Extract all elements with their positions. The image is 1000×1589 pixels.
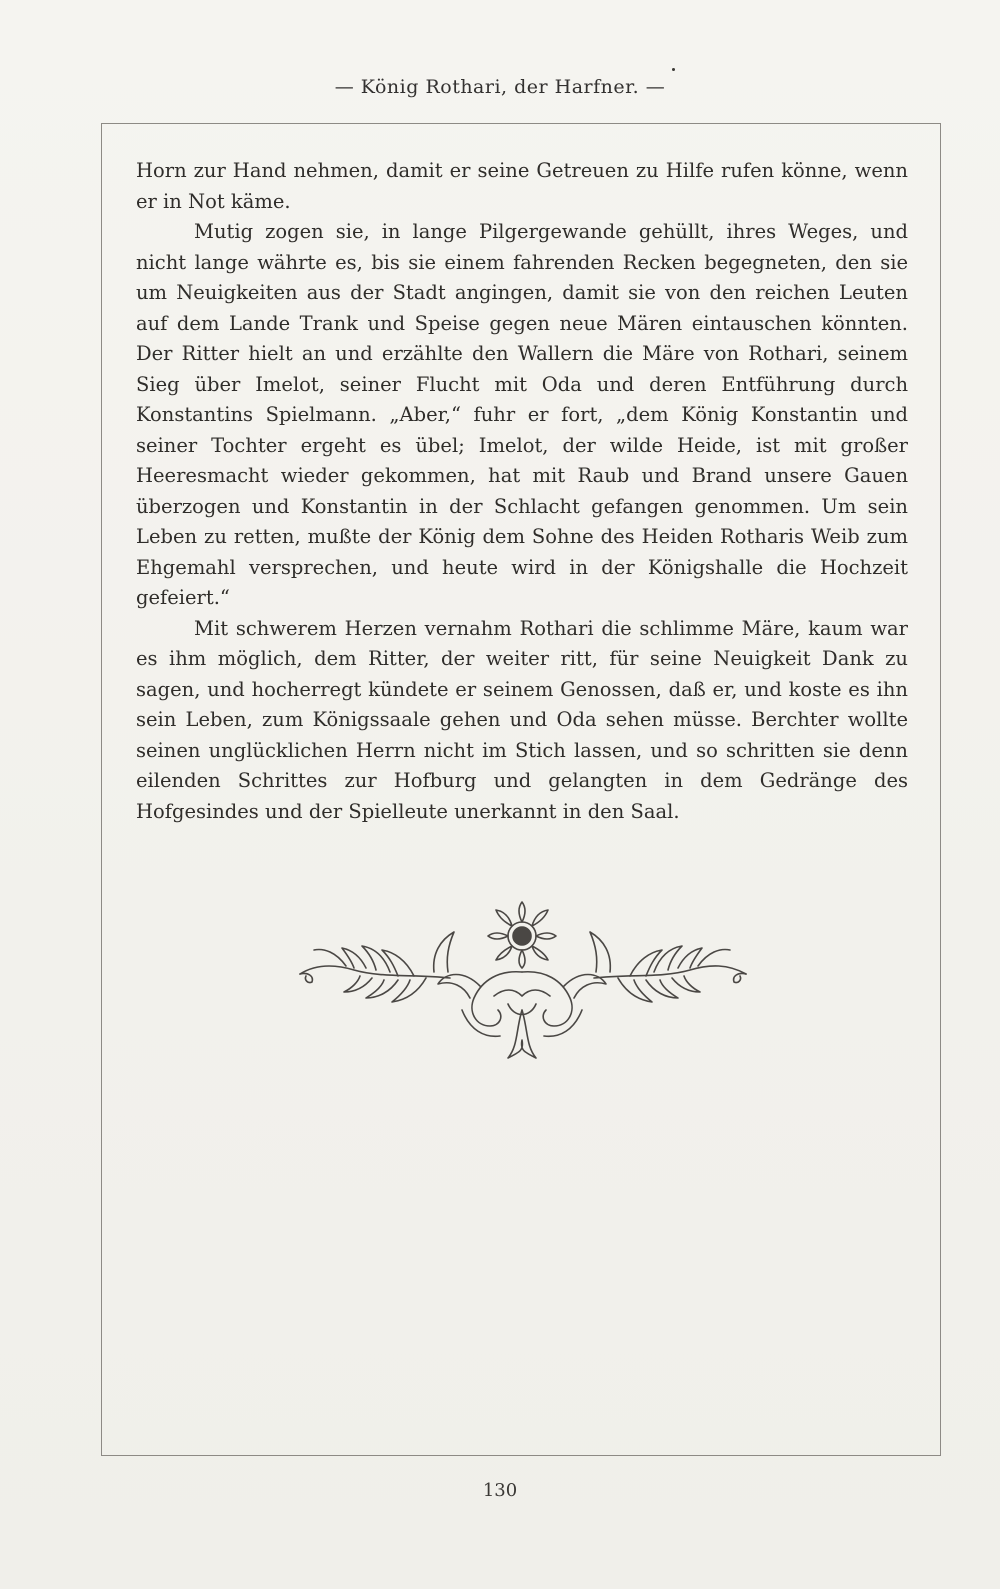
paragraph-2: Mutig zogen sie, in lange Pilgergewande gehüllt, ihres Weges, und nicht lange währte es, bis sie einem fahrenden Recken begegneten, den sie um Neuigkeiten aus der Stadt angingen, damit sie von den reichen Leuten auf dem Lande Trank und Speise gegen neue Mären eintauschen könnten. Der Ritter hielt an und erzählte den Wallern die Märe von Rothari, seinem Sieg über Imelot, seiner Flucht mit Oda und deren Entführung durch Konstantins Spielmann. „Aber,“ fuhr er fort, „dem König Konstantin und seiner Tochter ergeht es übel; Imelot, der wilde Heide, ist mit großer Heeresmacht wieder gekommen, hat mit Raub und Brand unsere Gauen überzogen und Konstantin in der Schlacht gefangen genommen. Um sein Leben zu retten, mußte der König dem Sohne des Heiden Rotharis Weib zum Ehgemahl versprechen, und heute wird in der Königshalle die Hochzeit gefeiert.“ (136, 220, 908, 609)
paragraph-3: Mit schwerem Herzen vernahm Rothari die schlimme Märe, kaum war es ihm möglich, dem Ritter, der weiter ritt, für seine Neuigkeit Dank zu sagen, und hocherregt kündete er seinem Genossen, daß er, und koste es ihn sein Leben, zum Königssaale gehen und Oda sehen müsse. Berchter wollte seinen unglücklichen Herrn nicht im Stich lassen, und so schritten sie denn eilenden Schrittes zur Hofburg und gelangten in dem Gedränge des Hofgesindes und der Spielleute unerkannt in den Saal. (136, 616, 908, 823)
floral-ornament-icon (294, 900, 754, 1070)
body-text (136, 156, 908, 827)
paragraph-1: Horn zur Hand nehmen, damit er seine Getreuen zu Hilfe rufen könne, wenn er in Not käme. (136, 159, 908, 213)
page-number: 130 (482, 1480, 518, 1501)
printer-dot (672, 68, 675, 71)
running-head: — König Rothari, der Harfner. — (334, 76, 666, 98)
